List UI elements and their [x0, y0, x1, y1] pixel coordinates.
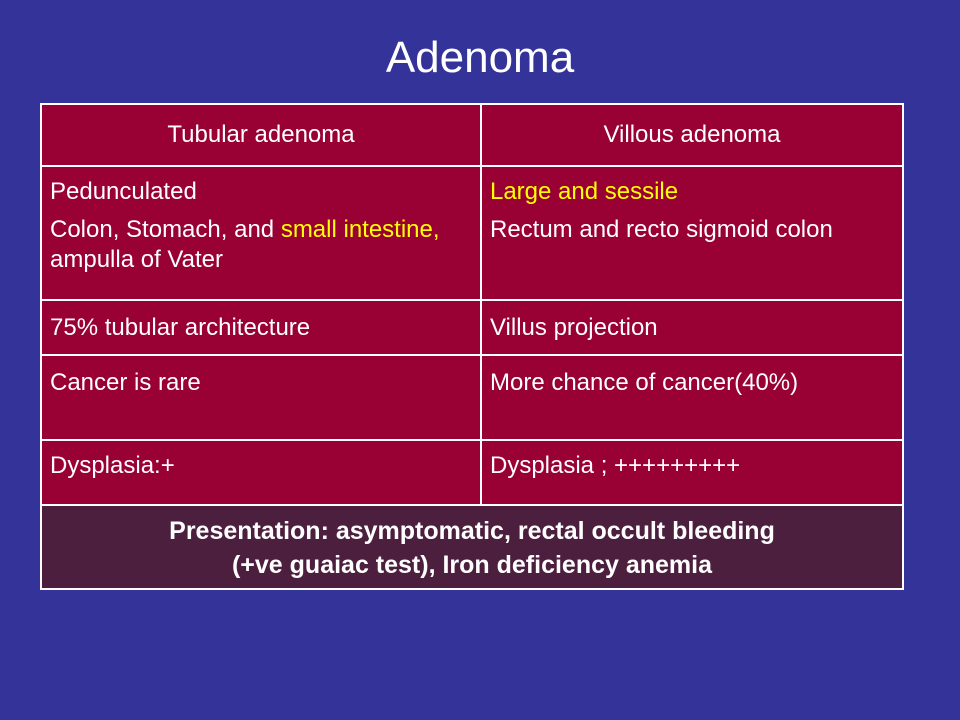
tubular-location-part1: Colon, Stomach, and [50, 216, 281, 243]
table-header-row [41, 104, 903, 166]
tubular-architecture-cell: 75% tubular architecture [41, 300, 481, 355]
presentation-cell [41, 505, 903, 589]
villous-shape: Large and sessile [489, 178, 679, 205]
villous-architecture-cell: Villus projection [481, 300, 903, 355]
tubular-shape: Pedunculated [50, 178, 197, 205]
tubular-location-part2: ampulla of Vater [50, 246, 223, 273]
presentation-line-2: (+ve guaiac test), Iron deficiency anemia [231, 551, 713, 579]
villous-location: Rectum and recto sigmoid colon [489, 216, 833, 243]
tubular-location [50, 215, 472, 275]
villous-shape-location-cell [481, 166, 903, 300]
presentation-line-1: Presentation: asymptomatic, rectal occult bleeding [169, 517, 775, 545]
table-row [41, 355, 903, 440]
tubular-dysplasia-cell: Dysplasia:+ [41, 440, 481, 505]
table-row [41, 440, 903, 505]
table-row [41, 300, 903, 355]
villous-dysplasia-cell: Dysplasia ; +++++++++ [481, 440, 903, 505]
tubular-shape-location-cell [41, 166, 481, 300]
tubular-cancer-cell: Cancer is rare [41, 355, 481, 440]
header-villous-adenoma: Villous adenoma [481, 104, 903, 166]
comparison-table [40, 103, 904, 590]
header-tubular-adenoma: Tubular adenoma [41, 104, 481, 166]
tubular-location-highlight: small intestine, [280, 216, 440, 243]
slide-title: Adenoma [385, 33, 575, 82]
table-row [41, 166, 903, 300]
presentation-row [41, 505, 903, 589]
villous-cancer-cell: More chance of cancer(40%) [481, 355, 903, 440]
